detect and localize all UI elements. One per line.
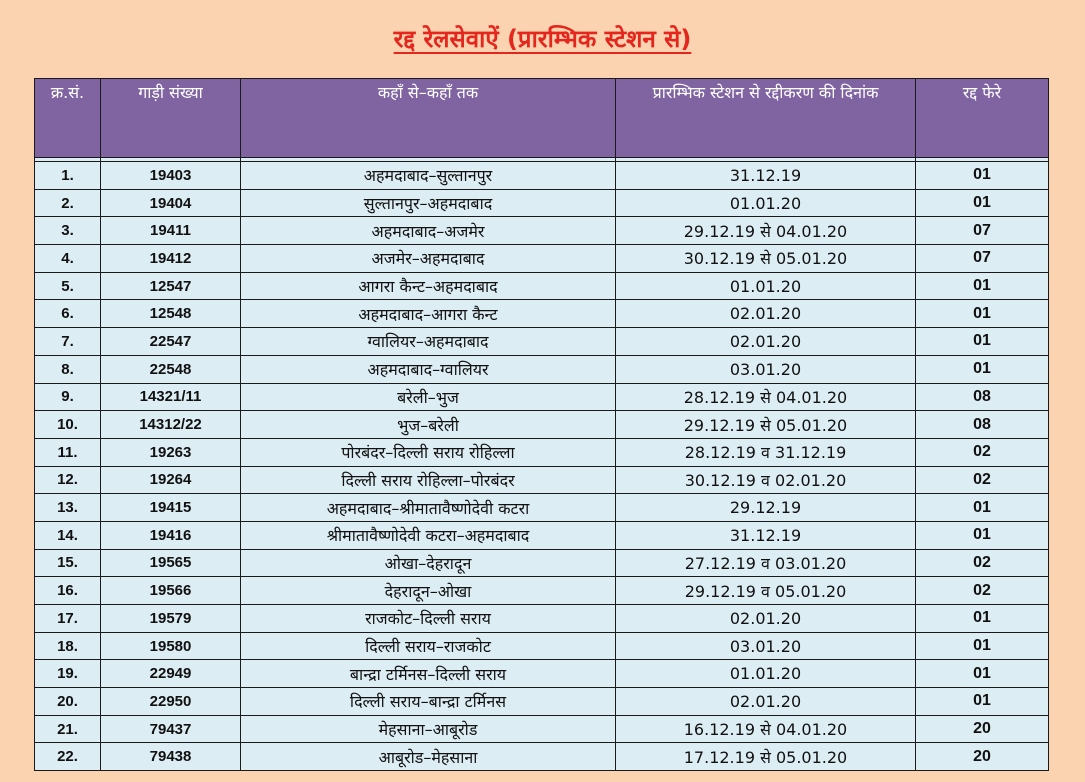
cancelled-trips-cell: 01 — [916, 688, 1049, 716]
table-row — [35, 328, 1049, 356]
table-row — [35, 383, 1049, 411]
route-cell: पोरबंदर–दिल्ली सराय रोहिल्ला — [241, 438, 616, 466]
route-cell: ओखा–देहरादून — [241, 549, 616, 577]
serial-cell: 6. — [35, 300, 101, 328]
train-number-cell: 19403 — [101, 162, 241, 190]
cancel-date-cell: 30.12.19 व 02.01.20 — [616, 466, 916, 494]
route-cell: श्रीमातावैष्णोदेवी कटरा–अहमदाबाद — [241, 521, 616, 549]
table-row — [35, 577, 1049, 605]
serial-cell: 2. — [35, 189, 101, 217]
route-cell: राजकोट–दिल्ली सराय — [241, 605, 616, 633]
cancel-date-cell: 29.12.19 से 05.01.20 — [616, 411, 916, 439]
train-number-cell: 22949 — [101, 660, 241, 688]
cancelled-trips-cell: 02 — [916, 577, 1049, 605]
cancel-date-cell: 30.12.19 से 05.01.20 — [616, 245, 916, 273]
route-cell: अहमदाबाद–अजमेर — [241, 217, 616, 245]
route-cell: दिल्ली सराय रोहिल्ला–पोरबंदर — [241, 466, 616, 494]
route-cell: अजमेर–अहमदाबाद — [241, 245, 616, 273]
cancelled-trips-cell: 01 — [916, 660, 1049, 688]
cancelled-trips-cell: 01 — [916, 355, 1049, 383]
route-cell: अहमदाबाद–ग्वालियर — [241, 355, 616, 383]
cancelled-trips-cell: 01 — [916, 605, 1049, 633]
table-row — [35, 438, 1049, 466]
train-number-cell: 19579 — [101, 605, 241, 633]
cancelled-trips-cell: 01 — [916, 632, 1049, 660]
train-number-cell: 19404 — [101, 189, 241, 217]
train-number-cell: 14312/22 — [101, 411, 241, 439]
cancel-date-cell: 28.12.19 से 04.01.20 — [616, 383, 916, 411]
serial-cell: 17. — [35, 605, 101, 633]
route-cell: बरेली–भुज — [241, 383, 616, 411]
cancelled-trips-cell: 02 — [916, 438, 1049, 466]
cancel-date-cell: 31.12.19 — [616, 162, 916, 190]
header-route: कहाँ से–कहाँ तक — [241, 79, 616, 158]
train-number-cell: 22950 — [101, 688, 241, 716]
cancel-date-cell: 03.01.20 — [616, 355, 916, 383]
cancelled-trips-cell: 20 — [916, 715, 1049, 743]
serial-cell: 1. — [35, 162, 101, 190]
cancel-date-cell: 31.12.19 — [616, 521, 916, 549]
table-body — [35, 158, 1049, 771]
serial-cell: 22. — [35, 743, 101, 771]
serial-cell: 15. — [35, 549, 101, 577]
table-row — [35, 217, 1049, 245]
cancel-date-cell: 02.01.20 — [616, 328, 916, 356]
cancelled-trips-cell: 08 — [916, 383, 1049, 411]
train-number-cell: 19580 — [101, 632, 241, 660]
table-row — [35, 632, 1049, 660]
cancel-date-cell: 29.12.19 से 04.01.20 — [616, 217, 916, 245]
route-cell: दिल्ली सराय–बान्द्रा टर्मिनस — [241, 688, 616, 716]
route-cell: भुज–बरेली — [241, 411, 616, 439]
table-row — [35, 549, 1049, 577]
cancelled-trips-cell: 01 — [916, 189, 1049, 217]
cancel-date-cell: 28.12.19 व 31.12.19 — [616, 438, 916, 466]
route-cell: अहमदाबाद–सुल्तानपुर — [241, 162, 616, 190]
serial-cell: 12. — [35, 466, 101, 494]
table-row — [35, 660, 1049, 688]
train-number-cell: 79437 — [101, 715, 241, 743]
route-cell: देहरादून–ओखा — [241, 577, 616, 605]
title-text: रद्द रेलसेवाऐं (प्रारम्भिक स्टेशन से) — [393, 25, 692, 53]
cancelled-trips-cell: 01 — [916, 328, 1049, 356]
serial-cell: 10. — [35, 411, 101, 439]
serial-cell: 21. — [35, 715, 101, 743]
table-row — [35, 715, 1049, 743]
table-row — [35, 411, 1049, 439]
cancelled-trips-cell: 01 — [916, 521, 1049, 549]
serial-cell: 11. — [35, 438, 101, 466]
table-header-row — [35, 79, 1049, 158]
table-row — [35, 272, 1049, 300]
train-number-cell: 79438 — [101, 743, 241, 771]
cancelled-trips-cell: 07 — [916, 245, 1049, 273]
train-number-cell: 19565 — [101, 549, 241, 577]
cancel-date-cell: 02.01.20 — [616, 605, 916, 633]
header-cancelled-trips: रद्द फेरे — [916, 79, 1049, 158]
train-number-cell: 19411 — [101, 217, 241, 245]
cancelled-trips-cell: 02 — [916, 549, 1049, 577]
route-cell: ग्वालियर–अहमदाबाद — [241, 328, 616, 356]
train-number-cell: 19263 — [101, 438, 241, 466]
table-row — [35, 466, 1049, 494]
cancelled-trips-cell: 07 — [916, 217, 1049, 245]
serial-cell: 18. — [35, 632, 101, 660]
route-cell: अहमदाबाद–आगरा कैन्ट — [241, 300, 616, 328]
cancel-date-cell: 29.12.19 — [616, 494, 916, 522]
train-number-cell: 19412 — [101, 245, 241, 273]
train-number-cell: 22547 — [101, 328, 241, 356]
train-number-cell: 19415 — [101, 494, 241, 522]
table-row — [35, 355, 1049, 383]
cancelled-trains-table — [34, 78, 1049, 771]
table-row — [35, 162, 1049, 190]
route-cell: आगरा कैन्ट–अहमदाबाद — [241, 272, 616, 300]
table-row — [35, 300, 1049, 328]
train-number-cell: 14321/11 — [101, 383, 241, 411]
train-number-cell: 22548 — [101, 355, 241, 383]
route-cell: अहमदाबाद–श्रीमातावैष्णोदेवी कटरा — [241, 494, 616, 522]
serial-cell: 20. — [35, 688, 101, 716]
cancel-date-cell: 02.01.20 — [616, 688, 916, 716]
serial-cell: 3. — [35, 217, 101, 245]
serial-cell: 9. — [35, 383, 101, 411]
table-row — [35, 688, 1049, 716]
table-row — [35, 605, 1049, 633]
cancel-date-cell: 17.12.19 से 05.01.20 — [616, 743, 916, 771]
cancel-date-cell: 27.12.19 व 03.01.20 — [616, 549, 916, 577]
header-cancel-date: प्रारम्भिक स्टेशन से रद्दीकरण की दिनांक — [616, 79, 916, 158]
table-row — [35, 245, 1049, 273]
cancelled-trips-cell: 08 — [916, 411, 1049, 439]
header-serial: क्र.सं. — [35, 79, 101, 158]
train-number-cell: 19566 — [101, 577, 241, 605]
train-number-cell: 12548 — [101, 300, 241, 328]
cancel-date-cell: 01.01.20 — [616, 189, 916, 217]
train-number-cell: 19264 — [101, 466, 241, 494]
serial-cell: 16. — [35, 577, 101, 605]
train-number-cell: 19416 — [101, 521, 241, 549]
route-cell: आबूरोड–मेहसाना — [241, 743, 616, 771]
table-row — [35, 521, 1049, 549]
cancelled-trips-cell: 20 — [916, 743, 1049, 771]
table-row — [35, 743, 1049, 771]
cancelled-trips-cell: 01 — [916, 272, 1049, 300]
table-row — [35, 494, 1049, 522]
cancelled-trips-cell: 01 — [916, 300, 1049, 328]
route-cell: सुल्तानपुर–अहमदाबाद — [241, 189, 616, 217]
cancel-date-cell: 29.12.19 व 05.01.20 — [616, 577, 916, 605]
route-cell: दिल्ली सराय–राजकोट — [241, 632, 616, 660]
cancelled-trips-cell: 01 — [916, 494, 1049, 522]
serial-cell: 5. — [35, 272, 101, 300]
serial-cell: 13. — [35, 494, 101, 522]
page-title — [0, 22, 1085, 55]
serial-cell: 4. — [35, 245, 101, 273]
cancel-date-cell: 03.01.20 — [616, 632, 916, 660]
route-cell: बान्द्रा टर्मिनस–दिल्ली सराय — [241, 660, 616, 688]
cancelled-trips-cell: 02 — [916, 466, 1049, 494]
table-row — [35, 189, 1049, 217]
route-cell: मेहसाना–आबूरोड — [241, 715, 616, 743]
serial-cell: 14. — [35, 521, 101, 549]
serial-cell: 8. — [35, 355, 101, 383]
cancel-date-cell: 16.12.19 से 04.01.20 — [616, 715, 916, 743]
header-train-number: गाड़ी संख्या — [101, 79, 241, 158]
cancelled-trips-cell: 01 — [916, 162, 1049, 190]
train-number-cell: 12547 — [101, 272, 241, 300]
serial-cell: 19. — [35, 660, 101, 688]
cancel-date-cell: 01.01.20 — [616, 272, 916, 300]
cancel-date-cell: 02.01.20 — [616, 300, 916, 328]
cancel-date-cell: 01.01.20 — [616, 660, 916, 688]
serial-cell: 7. — [35, 328, 101, 356]
